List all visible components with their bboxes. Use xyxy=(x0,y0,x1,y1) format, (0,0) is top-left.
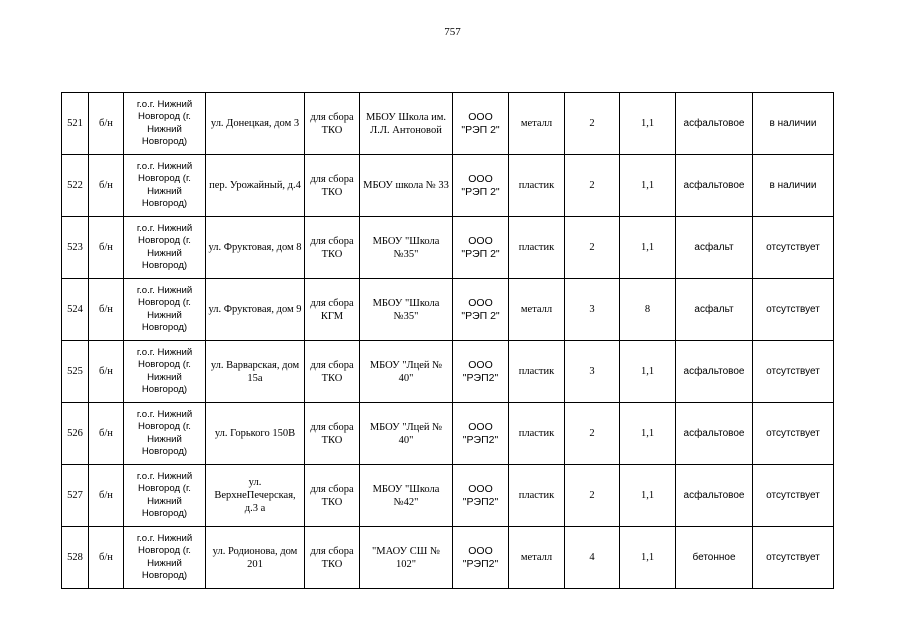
container-volume-cell: 1,1 xyxy=(620,93,676,155)
fence-cell: отсутствует xyxy=(753,279,834,341)
purpose-cell: для сбора ТКО xyxy=(305,527,360,589)
address-cell: ул. Фруктовая, дом 9 xyxy=(206,279,305,341)
fence-cell: отсутствует xyxy=(753,217,834,279)
fence-cell: отсутствует xyxy=(753,527,834,589)
owner-cell: МБОУ "Лцей № 40" xyxy=(360,341,453,403)
operator-cell: ООО "РЭП 2" xyxy=(453,93,509,155)
operator-cell: ООО "РЭП2" xyxy=(453,341,509,403)
fence-cell: отсутствует xyxy=(753,403,834,465)
purpose-cell: для сбора ТКО xyxy=(305,93,360,155)
object-number-cell: б/н xyxy=(89,155,124,217)
container-count-cell: 2 xyxy=(565,465,620,527)
container-count-cell: 4 xyxy=(565,527,620,589)
row-number-cell: 524 xyxy=(62,279,89,341)
container-material-cell: металл xyxy=(509,527,565,589)
container-count-cell: 3 xyxy=(565,279,620,341)
owner-cell: МБОУ школа № 33 xyxy=(360,155,453,217)
purpose-cell: для сбора ТКО xyxy=(305,155,360,217)
object-number-cell: б/н xyxy=(89,465,124,527)
container-count-cell: 2 xyxy=(565,93,620,155)
purpose-cell: для сбора КГМ xyxy=(305,279,360,341)
purpose-cell: для сбора ТКО xyxy=(305,217,360,279)
surface-coating-cell: асфальтовое xyxy=(676,465,753,527)
address-cell: ул. Горького 150В xyxy=(206,403,305,465)
container-volume-cell: 1,1 xyxy=(620,403,676,465)
locality-cell: г.о.г. Нижний Новгород (г. Нижний Новгород) xyxy=(124,403,206,465)
table-row xyxy=(62,217,834,279)
row-number-cell: 525 xyxy=(62,341,89,403)
container-material-cell: пластик xyxy=(509,465,565,527)
owner-cell: "МАОУ СШ № 102" xyxy=(360,527,453,589)
fence-cell: отсутствует xyxy=(753,465,834,527)
operator-cell: ООО "РЭП 2" xyxy=(453,217,509,279)
operator-cell: ООО "РЭП2" xyxy=(453,403,509,465)
address-cell: ул. Фруктовая, дом 8 xyxy=(206,217,305,279)
row-number-cell: 528 xyxy=(62,527,89,589)
surface-coating-cell: асфальтовое xyxy=(676,155,753,217)
operator-cell: ООО "РЭП2" xyxy=(453,527,509,589)
row-number-cell: 521 xyxy=(62,93,89,155)
registry-rows xyxy=(62,93,834,589)
row-number-cell: 527 xyxy=(62,465,89,527)
object-number-cell: б/н xyxy=(89,279,124,341)
page-number: 757 xyxy=(444,26,461,38)
owner-cell: МБОУ "Школа №35" xyxy=(360,217,453,279)
locality-cell: г.о.г. Нижний Новгород (г. Нижний Новгород) xyxy=(124,341,206,403)
owner-cell: МБОУ "Школа №42" xyxy=(360,465,453,527)
fence-cell: в наличии xyxy=(753,93,834,155)
container-count-cell: 2 xyxy=(565,155,620,217)
address-cell: ул. Родионова, дом 201 xyxy=(206,527,305,589)
object-number-cell: б/н xyxy=(89,217,124,279)
container-count-cell: 2 xyxy=(565,217,620,279)
object-number-cell: б/н xyxy=(89,93,124,155)
object-number-cell: б/н xyxy=(89,403,124,465)
operator-cell: ООО "РЭП 2" xyxy=(453,155,509,217)
address-cell: ул. ВерхнеПечерская, д.3 а xyxy=(206,465,305,527)
surface-coating-cell: асфальтовое xyxy=(676,341,753,403)
table-row xyxy=(62,465,834,527)
container-volume-cell: 1,1 xyxy=(620,527,676,589)
container-material-cell: пластик xyxy=(509,155,565,217)
table-row xyxy=(62,279,834,341)
address-cell: ул. Варварская, дом 15а xyxy=(206,341,305,403)
container-volume-cell: 1,1 xyxy=(620,465,676,527)
object-number-cell: б/н xyxy=(89,527,124,589)
fence-cell: отсутствует xyxy=(753,341,834,403)
locality-cell: г.о.г. Нижний Новгород (г. Нижний Новгород) xyxy=(124,279,206,341)
purpose-cell: для сбора ТКО xyxy=(305,403,360,465)
container-material-cell: пластик xyxy=(509,217,565,279)
row-number-cell: 523 xyxy=(62,217,89,279)
table-row xyxy=(62,93,834,155)
surface-coating-cell: асфальтовое xyxy=(676,93,753,155)
owner-cell: МБОУ "Школа №35" xyxy=(360,279,453,341)
locality-cell: г.о.г. Нижний Новгород (г. Нижний Новгород) xyxy=(124,93,206,155)
container-volume-cell: 1,1 xyxy=(620,341,676,403)
owner-cell: МБОУ Школа им. Л.Л. Антоновой xyxy=(360,93,453,155)
container-count-cell: 2 xyxy=(565,403,620,465)
fence-cell: в наличии xyxy=(753,155,834,217)
purpose-cell: для сбора ТКО xyxy=(305,465,360,527)
row-number-cell: 522 xyxy=(62,155,89,217)
container-count-cell: 3 xyxy=(565,341,620,403)
container-material-cell: пластик xyxy=(509,341,565,403)
surface-coating-cell: бетонное xyxy=(676,527,753,589)
object-number-cell: б/н xyxy=(89,341,124,403)
owner-cell: МБОУ "Лцей № 40" xyxy=(360,403,453,465)
locality-cell: г.о.г. Нижний Новгород (г. Нижний Новгород) xyxy=(124,217,206,279)
table-row xyxy=(62,527,834,589)
operator-cell: ООО "РЭП 2" xyxy=(453,279,509,341)
table-row xyxy=(62,403,834,465)
locality-cell: г.о.г. Нижний Новгород (г. Нижний Новгород) xyxy=(124,155,206,217)
locality-cell: г.о.г. Нижний Новгород (г. Нижний Новгород) xyxy=(124,527,206,589)
container-material-cell: пластик xyxy=(509,403,565,465)
container-volume-cell: 1,1 xyxy=(620,155,676,217)
purpose-cell: для сбора ТКО xyxy=(305,341,360,403)
address-cell: пер. Урожайный, д.4 xyxy=(206,155,305,217)
table-row xyxy=(62,341,834,403)
row-number-cell: 526 xyxy=(62,403,89,465)
surface-coating-cell: асфальт xyxy=(676,279,753,341)
container-material-cell: металл xyxy=(509,93,565,155)
address-cell: ул. Донецкая, дом 3 xyxy=(206,93,305,155)
surface-coating-cell: асфальт xyxy=(676,217,753,279)
table-row xyxy=(62,155,834,217)
operator-cell: ООО "РЭП2" xyxy=(453,465,509,527)
registry-table xyxy=(61,92,834,589)
container-volume-cell: 8 xyxy=(620,279,676,341)
container-material-cell: металл xyxy=(509,279,565,341)
container-volume-cell: 1,1 xyxy=(620,217,676,279)
locality-cell: г.о.г. Нижний Новгород (г. Нижний Новгород) xyxy=(124,465,206,527)
surface-coating-cell: асфальтовое xyxy=(676,403,753,465)
